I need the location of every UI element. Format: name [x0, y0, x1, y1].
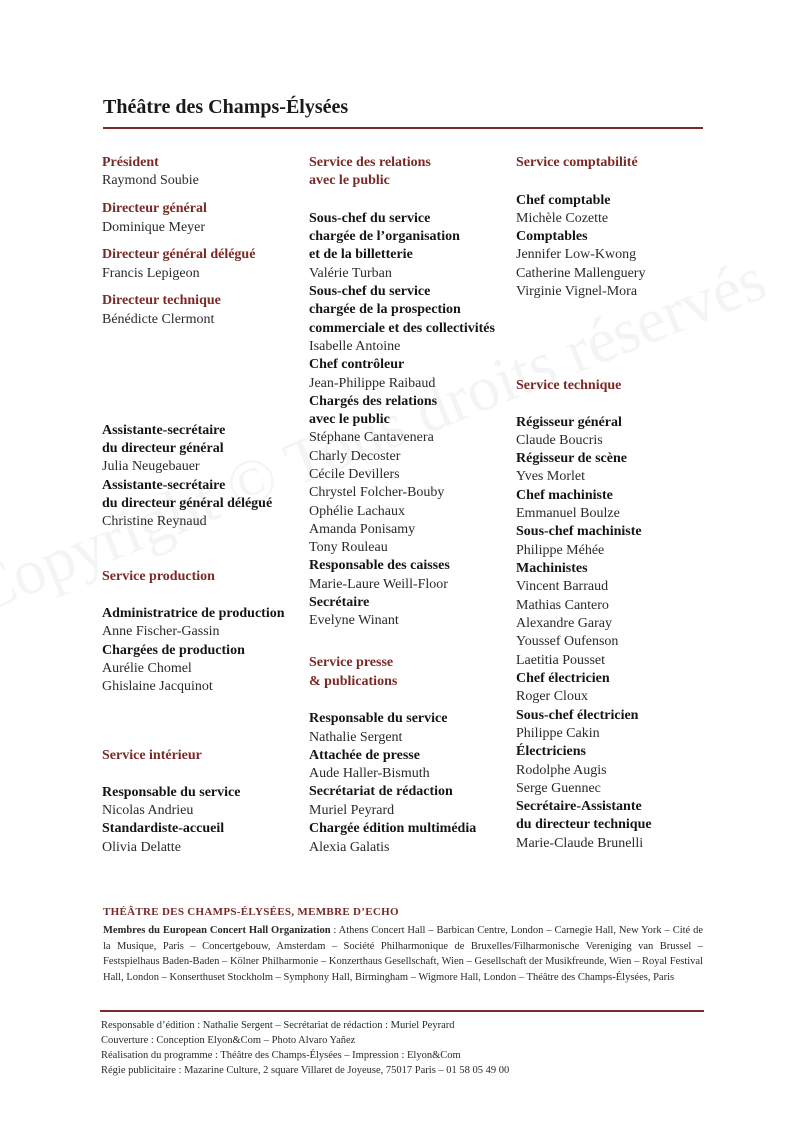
role-title: Chef contrôleur	[309, 357, 405, 372]
person-name: Marie-Claude Brunelli	[516, 836, 644, 851]
person-name: Anne Fischer-Gassin	[102, 624, 220, 639]
person-name: Olivia Delatte	[102, 840, 181, 855]
section-heading: & publications	[309, 674, 398, 689]
role-title: Responsable du service	[102, 785, 241, 800]
person-name: Vincent Barraud	[516, 579, 609, 594]
person-name: Julia Neugebauer	[102, 459, 200, 474]
person-name: Bénédicte Clermont	[102, 312, 215, 327]
person-name: Charly Decoster	[309, 449, 401, 464]
role-title: Secrétaire	[309, 595, 370, 610]
section-heading: avec le public	[309, 173, 390, 188]
role-title: Régisseur général	[516, 415, 622, 430]
role-title: Responsable du service	[309, 711, 448, 726]
section-heading: Directeur général	[102, 201, 207, 216]
role-title: Régisseur de scène	[516, 451, 627, 466]
person-name: Aude Haller-Bismuth	[309, 766, 430, 781]
person-name: Jennifer Low-Kwong	[516, 247, 637, 262]
credit-line: Couverture : Conception Elyon&Com – Photo Alvaro Yañez	[101, 1035, 356, 1046]
person-name: Philippe Cakin	[516, 726, 600, 741]
person-name: Rodolphe Augis	[516, 763, 607, 778]
credits-rule	[100, 1010, 704, 1012]
person-name: Isabelle Antoine	[309, 339, 401, 354]
echo-heading: THÉÂTRE DES CHAMPS-ÉLYSÉES, MEMBRE D’ECHO	[103, 906, 399, 918]
section-heading: Président	[102, 155, 159, 170]
person-name: Laetitia Pousset	[516, 653, 606, 668]
person-name: Alexia Galatis	[309, 840, 390, 855]
role-title: commerciale et des collectivités	[309, 321, 495, 336]
person-name: Amanda Ponisamy	[309, 522, 416, 537]
role-title: Attachée de presse	[309, 748, 420, 763]
person-name: Muriel Peyrard	[309, 803, 395, 818]
person-name: Stéphane Cantavenera	[309, 430, 434, 445]
section-heading: Directeur technique	[102, 293, 221, 308]
credit-line: Régie publicitaire : Mazarine Culture, 2 square Villaret de Joyeuse, 75017 Paris – 01 58 05 49 00	[101, 1065, 510, 1076]
role-title: du directeur technique	[516, 817, 652, 832]
role-title: Sous-chef du service	[309, 284, 431, 299]
role-title: Assistante-secrétaire	[102, 423, 226, 438]
role-title: Chef électricien	[516, 671, 610, 686]
credit-line: Responsable d’édition : Nathalie Sergent – Secrétariat de rédaction : Muriel Peyrard	[101, 1020, 455, 1031]
person-name: Ghislaine Jacquinot	[102, 679, 213, 694]
person-name: Jean-Philippe Raibaud	[309, 376, 436, 391]
person-name: Marie-Laure Weill-Floor	[309, 577, 448, 592]
section-heading: Service production	[102, 569, 215, 584]
person-name: Nathalie Sergent	[309, 730, 403, 745]
person-name: Aurélie Chomel	[102, 661, 192, 676]
person-name: Catherine Mallenguery	[516, 266, 646, 281]
role-title: Électriciens	[516, 744, 586, 759]
person-name: Youssef Oufenson	[516, 634, 619, 649]
role-title: Machinistes	[516, 561, 588, 576]
person-name: Valérie Turban	[309, 266, 392, 281]
person-name: Roger Cloux	[516, 689, 588, 704]
person-name: Serge Guennec	[516, 781, 601, 796]
role-title: chargée de l’organisation	[309, 229, 460, 244]
echo-members-list: : Athens Concert Hall – Barbican Centre, London – Carnegie Hall, New York – Cité de la Musique, Paris – Concertgebouw, Amsterdam – Société Philharmonique de Bruxelles/Filharmonische Vereniging van Brussel – Festspielhaus Baden-Baden – Kölner Philharmonie – Konzerthaus Gesellschaft, Wien – Gesellschaft der Musikfreunde, Wien – Royal Festival Hall, London – Konserthuset Stockholm – Symphony Hall, Birmingham – Wigmore Hall, London – Théâtre des Champs-Élysées, Paris	[103, 925, 703, 983]
person-name: Francis Lepigeon	[102, 266, 200, 281]
person-name: Yves Morlet	[516, 469, 585, 484]
person-name: Nicolas Andrieu	[102, 803, 194, 818]
section-heading: Service intérieur	[102, 748, 202, 763]
echo-lead: Membres du European Concert Hall Organization	[103, 925, 331, 936]
role-title: Sous-chef électricien	[516, 708, 639, 723]
echo-members-text	[103, 923, 703, 985]
role-title: du directeur général délégué	[102, 496, 273, 511]
person-name: Cécile Devillers	[309, 467, 400, 482]
person-name: Emmanuel Boulze	[516, 506, 620, 521]
person-name: Raymond Soubie	[102, 173, 199, 188]
role-title: Responsable des caisses	[309, 558, 450, 573]
role-title: et de la billetterie	[309, 247, 413, 262]
title-rule	[103, 127, 703, 129]
section-heading: Service technique	[516, 378, 622, 393]
section-heading: Service presse	[309, 655, 394, 670]
role-title: Comptables	[516, 229, 588, 244]
role-title: Secrétariat de rédaction	[309, 784, 453, 799]
person-name: Christine Reynaud	[102, 514, 207, 529]
person-name: Philippe Méhée	[516, 543, 605, 558]
role-title: Chef comptable	[516, 193, 611, 208]
person-name: Mathias Cantero	[516, 598, 609, 613]
role-title: Chef machiniste	[516, 488, 613, 503]
person-name: Tony Rouleau	[309, 540, 388, 555]
section-heading: Service comptabilité	[516, 155, 638, 170]
person-name: Virginie Vignel-Mora	[516, 284, 638, 299]
person-name: Evelyne Winant	[309, 613, 399, 628]
person-name: Claude Boucris	[516, 433, 603, 448]
role-title: avec le public	[309, 412, 390, 427]
person-name: Ophélie Lachaux	[309, 504, 406, 519]
person-name: Chrystel Folcher-Bouby	[309, 485, 445, 500]
credits-block	[101, 1018, 509, 1078]
role-title: Sous-chef machiniste	[516, 524, 642, 539]
role-title: Administratrice de production	[102, 606, 285, 621]
credit-line: Réalisation du programme : Théâtre des Champs-Élysées – Impression : Elyon&Com	[101, 1050, 461, 1061]
role-title: Chargées de production	[102, 643, 245, 658]
role-title: Assistante-secrétaire	[102, 478, 226, 493]
section-heading: Service des relations	[309, 155, 431, 170]
person-name: Michèle Cozette	[516, 211, 609, 226]
role-title: Sous-chef du service	[309, 211, 431, 226]
role-title: Chargée édition multimédia	[309, 821, 477, 836]
person-name: Alexandre Garay	[516, 616, 613, 631]
role-title: chargée de la prospection	[309, 302, 461, 317]
role-title: Chargés des relations	[309, 394, 438, 409]
role-title: Standardiste-accueil	[102, 821, 225, 836]
page-title: Théâtre des Champs-Élysées	[103, 96, 349, 118]
role-title: Secrétaire-Assistante	[516, 799, 642, 814]
role-title: du directeur général	[102, 441, 224, 456]
section-heading: Directeur général délégué	[102, 247, 256, 262]
person-name: Dominique Meyer	[102, 220, 206, 235]
